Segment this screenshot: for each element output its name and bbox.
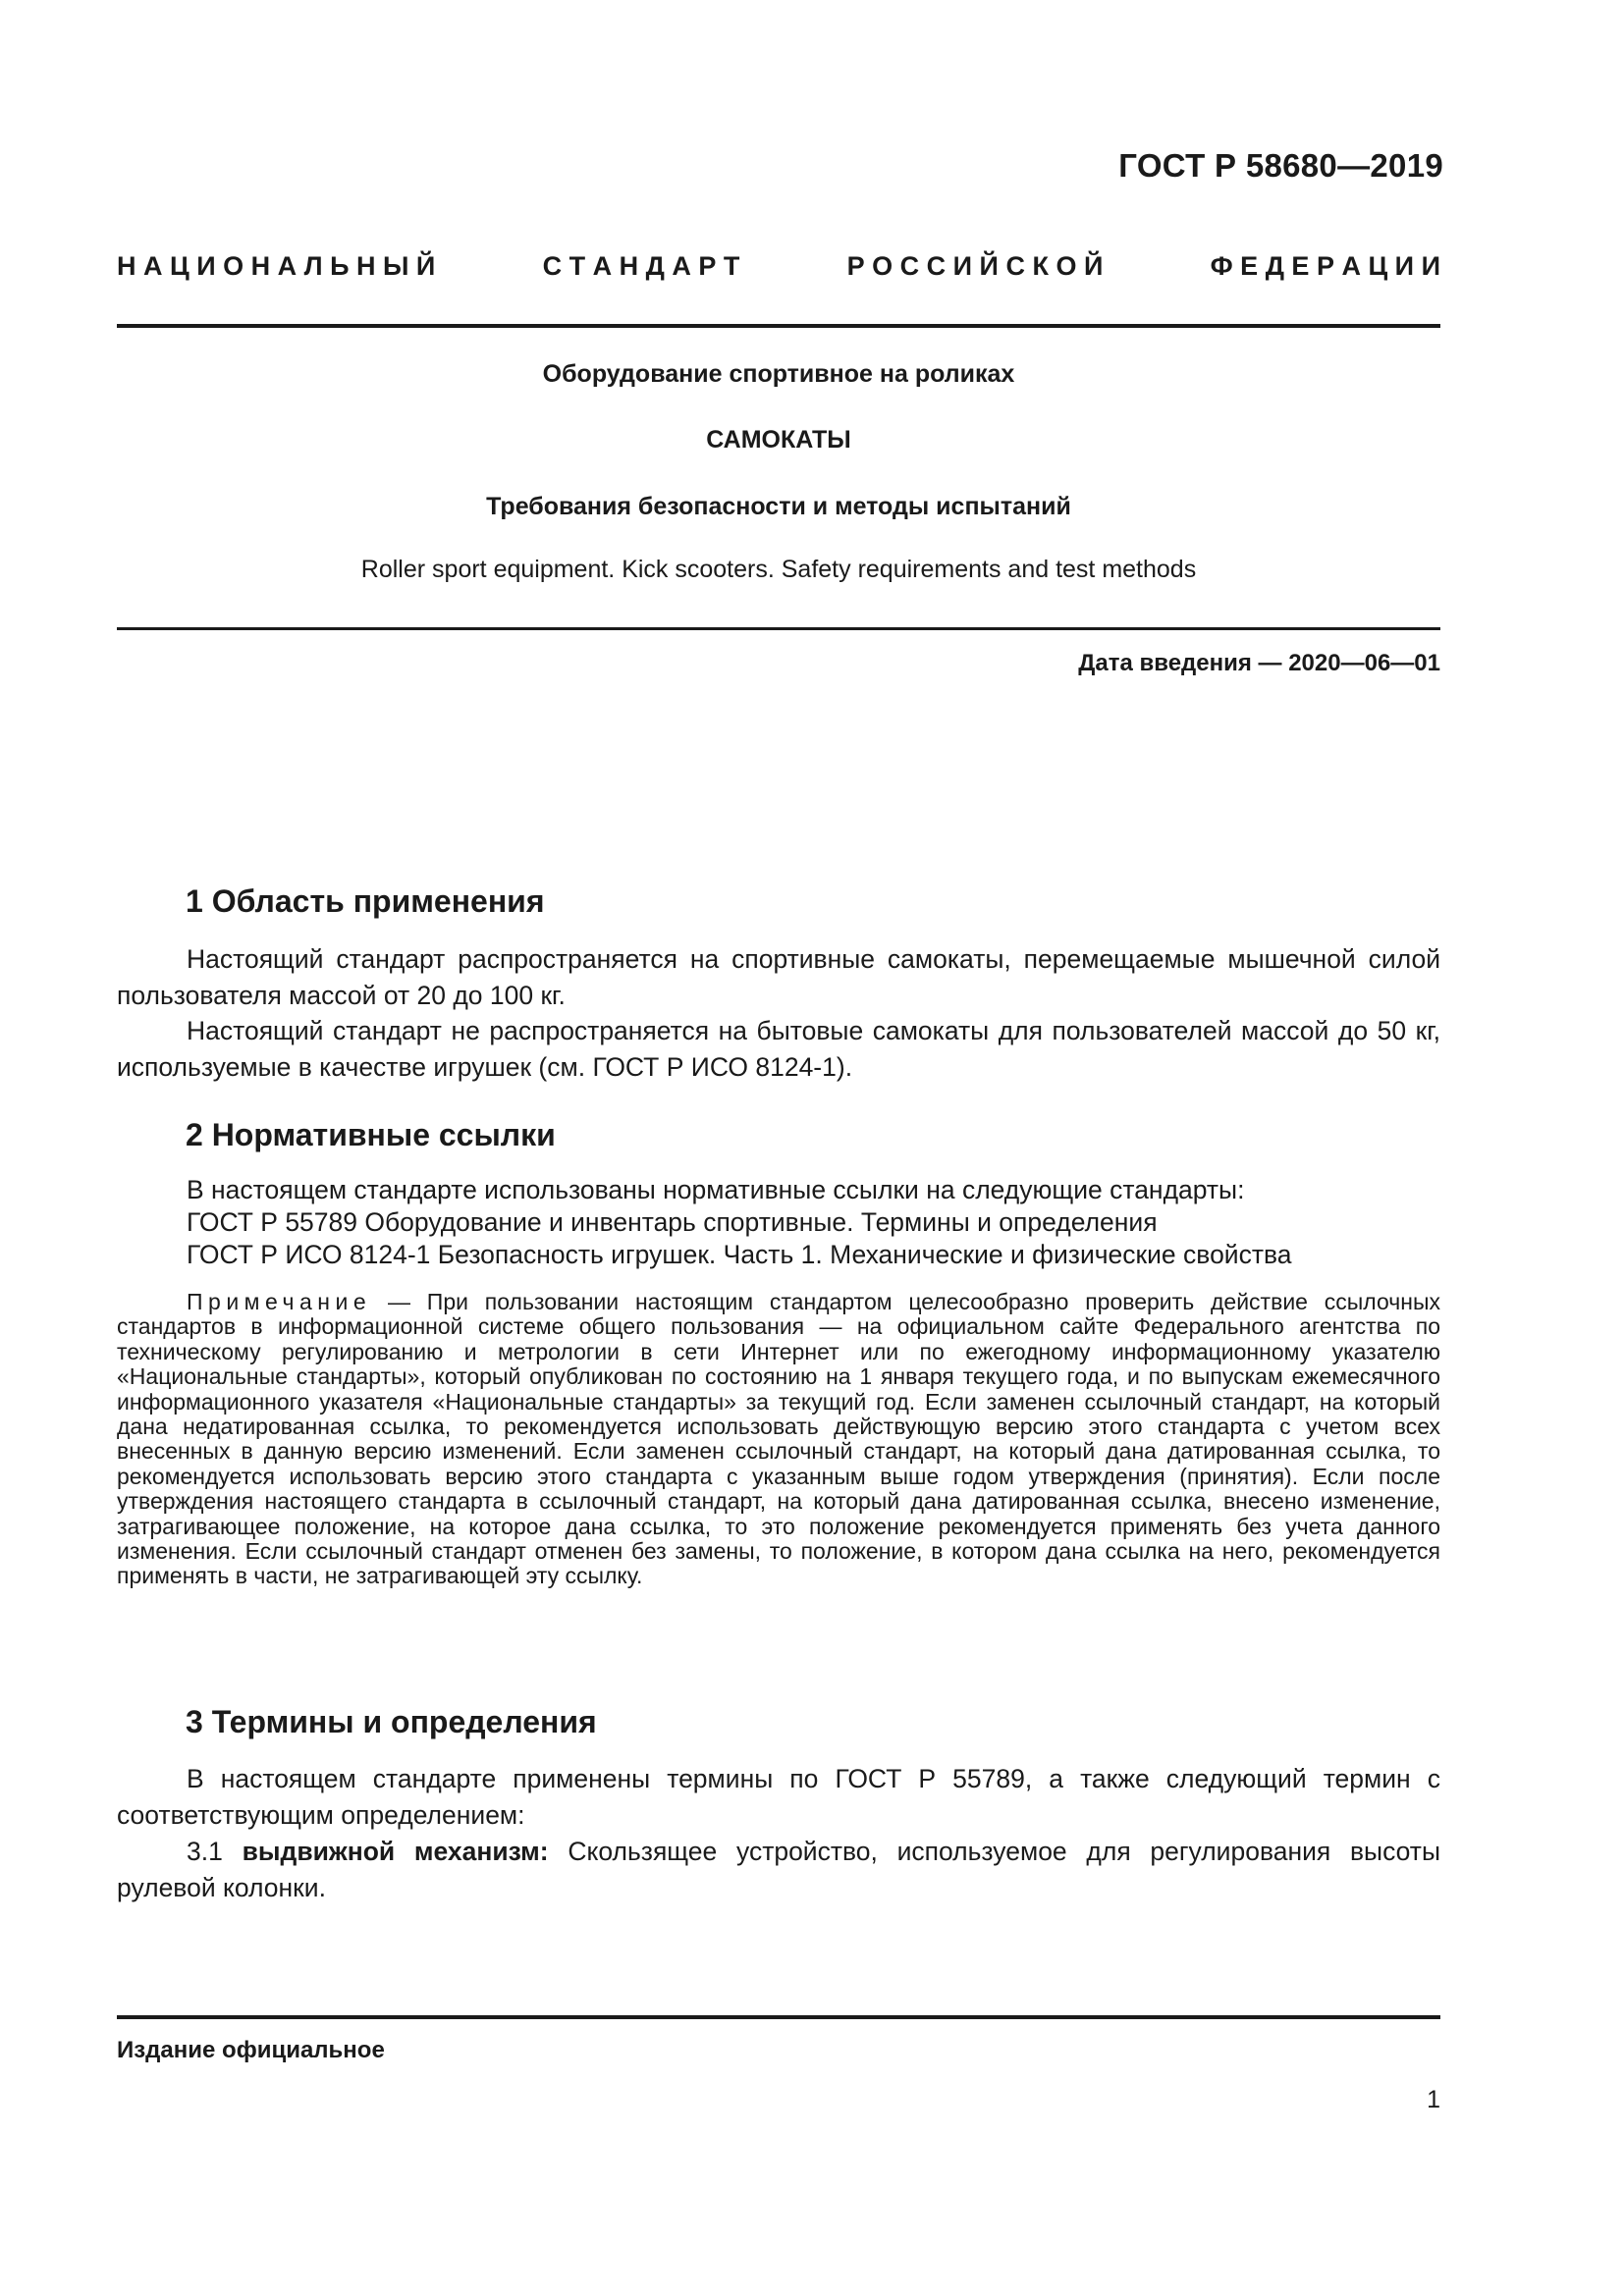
term-definition (117, 1834, 1440, 1906)
standard-number: ГОСТ Р 58680—2019 (1118, 147, 1443, 184)
top-divider (117, 324, 1440, 328)
reference-item: ГОСТ Р 55789 Оборудование и инвентарь спортивные. Термины и определения (187, 1207, 1158, 1237)
national-standard-banner (117, 251, 1440, 282)
term-name: выдвижной механизм: (242, 1837, 549, 1866)
section-1-paragraph: Настоящий стандарт не распространяется на бытовые самокаты для пользователей массой до 50 кг, используемые в качестве игрушек (см. ГОСТ Р ИСО 8124-1). (117, 1016, 1440, 1082)
document-subtitle: Требования безопасности и методы испытаний (486, 493, 1071, 520)
document-group-title: Оборудование спортивное на роликах (542, 360, 1015, 388)
term-number: 3.1 (187, 1837, 243, 1866)
introduction-date: Дата введения — 2020—06—01 (1078, 650, 1440, 676)
note-paragraph (117, 1290, 1440, 1589)
references-intro: В настоящем стандарте использованы нормативные ссылки на следующие стандарты: (187, 1175, 1245, 1204)
banner-word: Р О С С И Й С К О Й (846, 251, 1104, 281)
section-1-paragraph: Настоящий стандарт распространяется на спортивные самокаты, перемещаемые мышечной силой пользователя массой от 20 до 100 кг. (117, 944, 1440, 1010)
section-3-heading: 3 Термины и определения (186, 1704, 597, 1739)
banner-word: С Т А Н Д А Р Т (542, 251, 740, 281)
note-text: — При пользовании настоящим стандартом целесообразно проверить действие ссылочных стандартов в информационной системе общего пользования — на официальном сайте Федерального агентства по техническому регулированию и метрологии в сети Интернет или по ежегодному информационному указателю «Национальные стандарты», который опубликован по состоянию на 1 января текущего года, и по выпускам ежемесячного информационного указателя «Национальные стандарты» за текущий год. Если заменен ссылочный стандарт, на который дана недатированная ссылка, то рекомендуется использовать действующую версию этого стандарта с учетом всех внесенных в данную версию изменений. Если заменен ссылочный стандарт, на который дана датированная ссылка, то рекомендуется использовать версию этого стандарта с указанным выше годом утверждения (принятия). Если после утверждения настоящего стандарта в ссылочный стандарт, на который дана датированная ссылка, внесено изменение, затрагивающее положение, на которое дана ссылка, то это положение рекомендуется применять без учета данного изменения. Если ссылочный стандарт отменен без замены, то положение, в котором дана ссылка на него, рекомендуется применять в части, не затрагивающей эту ссылку. (117, 1289, 1440, 1589)
section-2-heading: 2 Нормативные ссылки (186, 1117, 556, 1152)
section-3-paragraph: В настоящем стандарте применены термины по ГОСТ Р 55789, а также следующий термин с соответствующим определением: (117, 1764, 1440, 1830)
term-description: Скользящее устройство, используемое для регулирования высоты рулевой колонки. (117, 1837, 1440, 1902)
section-1-heading: 1 Область применения (186, 883, 545, 919)
banner-word: Ф Е Д Е Р А Ц И И (1210, 251, 1440, 281)
banner-word: Н А Ц И О Н А Л Ь Н Ы Й (117, 251, 436, 281)
footer-divider (117, 2015, 1440, 2019)
official-edition-label: Издание официальное (117, 2037, 385, 2063)
reference-item: ГОСТ Р ИСО 8124-1 Безопасность игрушек. Часть 1. Механические и физические свойства (187, 1240, 1292, 1269)
note-label: Примечание (187, 1289, 372, 1314)
document-english-title: Roller sport equipment. Kick scooters. Safety requirements and test methods (360, 556, 1197, 583)
title-divider (117, 627, 1440, 630)
document-main-title: САМОКАТЫ (706, 426, 851, 454)
page-number: 1 (1427, 2086, 1440, 2113)
